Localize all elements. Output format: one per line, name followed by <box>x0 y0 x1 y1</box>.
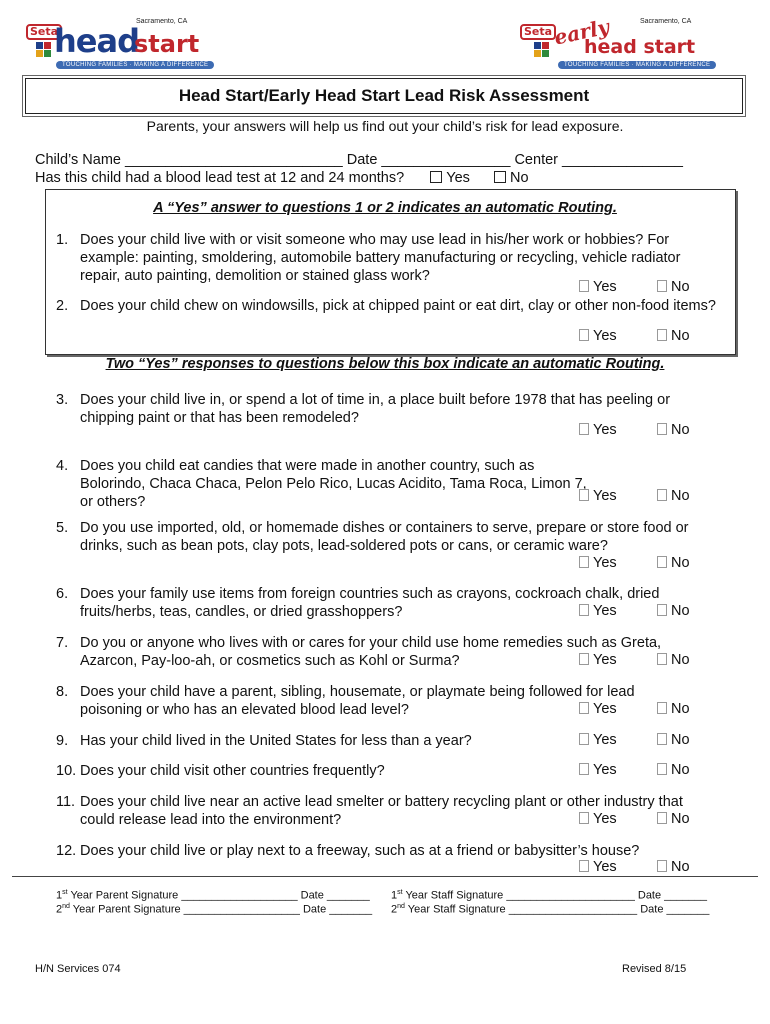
checkbox-icon[interactable] <box>579 763 589 775</box>
checkbox-icon[interactable] <box>657 812 667 824</box>
q5-no[interactable]: No <box>657 555 690 571</box>
blood-test-no-label: No <box>509 170 529 186</box>
q3-yes[interactable]: Yes <box>579 422 617 438</box>
checkbox-icon[interactable] <box>657 733 667 745</box>
checkbox-icon[interactable] <box>579 604 589 616</box>
q4-yes[interactable]: Yes <box>579 488 617 504</box>
checkbox-icon[interactable] <box>579 653 589 665</box>
head-start-logo <box>26 18 216 70</box>
seta-badge: Seta <box>520 24 556 40</box>
q10-no[interactable]: No <box>657 762 690 778</box>
q8-yes[interactable]: Yes <box>579 701 617 717</box>
q2-yes[interactable]: Yes <box>579 328 617 344</box>
logo-city: Sacramento, CA <box>640 18 692 25</box>
q3-no[interactable]: No <box>657 422 690 438</box>
question-text: Does your child live with or visit someone who may use lead in his/her work or hobbies? For example: painting, smoldering, automobile battery manufacturing or recycling, vehicle radiator repair, auto painting, demolition or stained glass work? <box>80 232 681 284</box>
child-info-fields[interactable]: Child’s Name ___________________________ Date ________________ Center _______________ <box>35 152 683 168</box>
q9-no[interactable]: No <box>657 732 690 748</box>
checkbox-icon[interactable] <box>657 423 667 435</box>
checkbox-icon[interactable] <box>579 733 589 745</box>
q12-no[interactable]: No <box>657 859 690 875</box>
question-text: Does your child live in, or spend a lot of time in, a place built before 1978 that has peeling or chipping paint or that has been remodeled? <box>80 392 671 426</box>
q8-no[interactable]: No <box>657 701 690 717</box>
checkbox-icon[interactable] <box>657 489 667 501</box>
staff-signature-year-1[interactable]: 1st Year Staff Signature _____________________ Date _______ <box>391 889 707 902</box>
q4-no[interactable]: No <box>657 488 690 504</box>
checkbox-icon[interactable] <box>579 812 589 824</box>
blood-test-yes-label: Yes <box>446 170 470 186</box>
q5-yes[interactable]: Yes <box>579 555 617 571</box>
q12-yes[interactable]: Yes <box>579 859 617 875</box>
q1-yes[interactable]: Yes <box>579 279 617 295</box>
checkbox-icon[interactable] <box>657 556 667 568</box>
question-text: Has your child lived in the United States for less than a year? <box>80 733 472 749</box>
seta-badge: Seta <box>26 24 62 40</box>
footer-form-id: H/N Services 074 <box>35 963 121 975</box>
checkbox-icon[interactable] <box>657 702 667 714</box>
logo-head-word: head <box>54 22 139 60</box>
box-heading: A “Yes” answer to questions 1 or 2 indicates an automatic Routing. <box>153 200 617 216</box>
question-text: Does your child visit other countries frequently? <box>80 763 385 779</box>
checkbox-icon[interactable] <box>657 653 667 665</box>
checkbox-icon[interactable] <box>579 556 589 568</box>
checkbox-icon[interactable] <box>579 423 589 435</box>
blocks-icon <box>534 42 550 60</box>
checkbox-icon[interactable] <box>657 860 667 872</box>
question-text: Do you or anyone who lives with or cares for your child use home remedies such as Greta, Azarcon, Pay-loo-ah, or cosmetics such as Kohl or Surma? <box>80 635 662 669</box>
q6-yes[interactable]: Yes <box>579 603 617 619</box>
question-text: Do you use imported, old, or homemade dishes or containers to serve, prepare or store food or drinks, such as bean pots, clay pots, lead-soldered pots or cans, or ceramic ware? <box>80 520 689 554</box>
checkbox-icon[interactable] <box>579 860 589 872</box>
checkbox-icon[interactable] <box>579 329 589 341</box>
signature-divider <box>12 876 758 877</box>
checkbox-icon[interactable] <box>579 280 589 292</box>
logo-start-word: start <box>134 30 200 58</box>
blood-test-question <box>35 170 529 186</box>
checkbox-icon[interactable] <box>579 702 589 714</box>
question-text: Does your child chew on windowsills, pick at chipped paint or eat dirt, clay or other non-food items? <box>80 298 716 314</box>
q7-yes[interactable]: Yes <box>579 652 617 668</box>
q1-no[interactable]: No <box>657 279 690 295</box>
q2-no[interactable]: No <box>657 328 690 344</box>
q11-no[interactable]: No <box>657 811 690 827</box>
checkbox-icon[interactable] <box>657 329 667 341</box>
logo-tagline: TOUCHING FAMILIES · MAKING A DIFFERENCE <box>56 61 214 69</box>
blood-test-no-checkbox[interactable] <box>494 171 506 183</box>
subtitle: Parents, your answers will help us find out your child’s risk for lead exposure. <box>146 118 624 134</box>
early-head-start-logo <box>520 14 715 70</box>
staff-signature-year-2[interactable]: 2nd Year Staff Signature _____________________ Date _______ <box>391 903 710 916</box>
question-text: Does your child live near an active lead smelter or battery recycling plant or other industry that could release lead into the environment? <box>80 794 683 828</box>
section-heading: Two “Yes” responses to questions below this box indicate an automatic Routing. <box>105 356 665 372</box>
question-text: Does you child eat candies that were made in another country, such as Bolorindo, Chaca Chaca, Pelon Pelo Rico, Lucas Acidito, Tama Roca, Limon 7, or others? <box>80 458 587 510</box>
checkbox-icon[interactable] <box>579 489 589 501</box>
blood-test-yes-checkbox[interactable] <box>430 171 442 183</box>
question-text: Does your family use items from foreign countries such as crayons, cockroach chalk, dried fruits/herbs, teas, candles, or dried grasshoppers? <box>80 586 660 620</box>
checkbox-icon[interactable] <box>657 763 667 775</box>
q6-no[interactable]: No <box>657 603 690 619</box>
checkbox-icon[interactable] <box>657 604 667 616</box>
q9-yes[interactable]: Yes <box>579 732 617 748</box>
footer-revision: Revised 8/15 <box>622 963 687 975</box>
checkbox-icon[interactable] <box>657 280 667 292</box>
logo-early-word: early <box>552 14 612 50</box>
q11-yes[interactable]: Yes <box>579 811 617 827</box>
q10-yes[interactable]: Yes <box>579 762 617 778</box>
blood-test-label: Has this child had a blood lead test at 12 and 24 months? <box>35 170 405 186</box>
blocks-icon <box>36 42 52 60</box>
logo-head-start-word: head start <box>584 36 696 58</box>
question-text: Does your child have a parent, sibling, housemate, or playmate being followed for lead poisoning or who has an elevated blood lead level? <box>80 684 635 718</box>
logo-city: Sacramento, CA <box>136 18 188 25</box>
logo-tagline: TOUCHING FAMILIES · MAKING A DIFFERENCE <box>558 61 716 69</box>
q7-no[interactable]: No <box>657 652 690 668</box>
parent-signature-year-1[interactable]: 1st Year Parent Signature ___________________ Date _______ <box>56 889 370 902</box>
page-title: Head Start/Early Head Start Lead Risk Assessment <box>25 78 743 114</box>
parent-signature-year-2[interactable]: 2nd Year Parent Signature ___________________ Date _______ <box>56 903 373 916</box>
question-text: Does your child live or play next to a freeway, such as at a friend or babysitter’s house? <box>80 843 640 859</box>
